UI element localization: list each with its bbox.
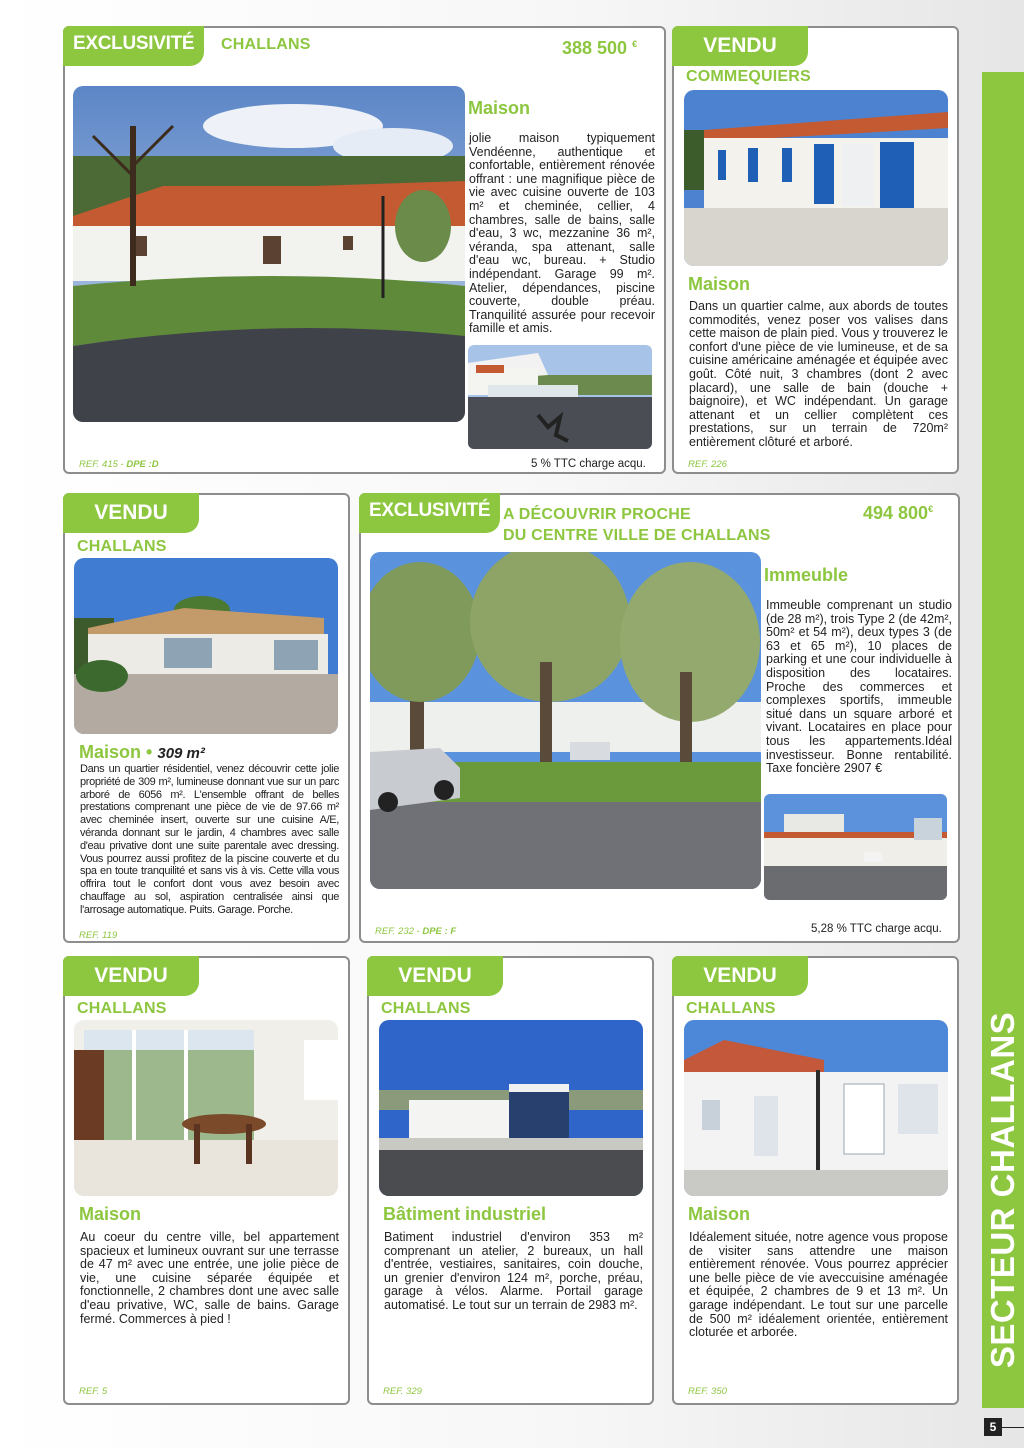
agency-fee: 5 % TTC charge acqu. [531, 458, 646, 470]
listing-reference: REF. 350 [688, 1386, 727, 1397]
price-value: 388 500 [562, 38, 628, 58]
listing-reference: REF. 5 [79, 1386, 108, 1397]
listing-photo-main [684, 1020, 948, 1196]
exclusivite-badge: EXCLUSIVITÉ [359, 493, 500, 533]
listing-city: COMMEQUIERS [686, 68, 811, 85]
listing-reference [79, 459, 159, 470]
property-type [79, 742, 205, 763]
listing-photo-secondary [468, 345, 652, 449]
vendu-badge: VENDU [63, 956, 199, 996]
listing-photo-main [74, 558, 338, 734]
listing-city: CHALLANS [381, 1000, 471, 1017]
listing-city: CHALLANS [686, 1000, 776, 1017]
listing-reference [375, 926, 456, 937]
listing-photo-main [370, 552, 761, 889]
listing-price [863, 503, 933, 524]
listing-card-challans-ref-329 [367, 956, 654, 1405]
vendu-badge: VENDU [672, 26, 808, 66]
listing-city [503, 504, 771, 546]
listing-card-immeuble-ref-232 [359, 493, 960, 943]
property-type-label: Maison [79, 742, 142, 762]
currency-symbol: € [928, 504, 934, 514]
agency-fee: 5,28 % TTC charge acqu. [811, 923, 942, 935]
listing-photo-main [74, 1020, 338, 1196]
listing-card-challans-ref-350 [672, 956, 959, 1405]
listing-card-challans-ref-5 [63, 956, 350, 1405]
listing-description: Immeuble comprenant un studio (de 28 m²), trois Type 2 (de 42m², 50m² et 54 m²), deux types 3 (de 63 et 65 m²), 10 places de parking et une cour individuelle à disposition des locataires. Proche des commerces et complexes sportifs, immeuble situé dans un square arboré et vivant. Locataires en place pour tous les appartements.Idéal investisseur. Bonne rentabilité. Taxe foncière 2907 € [766, 598, 952, 776]
sector-title: SECTEUR CHALLANS [984, 1011, 1021, 1369]
property-type: Maison [468, 98, 531, 118]
listing-city-line-1: A DÉCOUVRIR PROCHE [503, 506, 691, 523]
listing-reference: REF. 119 [79, 930, 118, 941]
listing-reference: REF. 329 [383, 1386, 422, 1397]
exclusivite-badge: EXCLUSIVITÉ [63, 26, 204, 66]
listing-description: Idéalement située, notre agence vous propose de visiter sans attendre une maison entièrement rénovée. Vous pourrez apprécier une belle pièce de vie aveccuisine aménagée et équipée, 2 chambres de 9 et 13 m². Un garage indépendant. Le tout sur une parcelle de 500 m² idéalement orientée, entièrement cloturée et arborée. [689, 1230, 948, 1340]
listing-price [562, 38, 637, 59]
listing-description: Dans un quartier résidentiel, venez découvrir cette jolie propriété de 309 m², lumineuse donnant vue sur un parc arboré de 6056 m². L'ensemble offrant de belles prestations comprenant une pièce de vie de 97.66 m² avec cheminée insert, ouverte sur une cuisine A/E, véranda donnant sur le jardin, 4 chambres avec salle d'eau privative dont une suite parentale avec dressing. Vous pourrez aussi profitez de la piscine couverte et du spa en toute tranquilité et sans vis à vis. Cette villa vous offrira tout le confort dont vous avez besoin avec chauffage au sol, aspiration centralisée ainsi que l'arrosage automatique. Puits. Garage. Porche. [80, 763, 339, 916]
dpe-rating: DPE :D [126, 459, 159, 470]
listing-description: jolie maison typiquement Vendéenne, authentique et confortable, entièrement rénovée offrant : une magnifique pièce de vie avec cuisine ouverte de 103 m² et cheminée, cellier, 4 chambres, salle de bains, salle d'eau, 3 wc, mezzanine 36 m², véranda, spa attenant, salle d'eau wc, bureau. + Studio indépendant. Garage 99 m². Atelier, dépendances, piscine couverte, double préau. Tranquilité assurée pour recevoir famille et amis. [469, 131, 655, 336]
listing-card-challans-ref-415 [63, 26, 666, 474]
dpe-rating: DPE : F [422, 926, 457, 937]
property-type: Immeuble [764, 565, 849, 585]
bullet-separator: • [146, 742, 153, 762]
reference-number: REF. 232 - [375, 926, 423, 937]
listing-photo-main [73, 86, 465, 422]
vendu-badge: VENDU [367, 956, 503, 996]
property-type: Maison [79, 1204, 142, 1224]
property-type: Bâtiment industriel [383, 1204, 547, 1224]
vendu-badge: VENDU [63, 493, 199, 533]
vendu-badge: VENDU [672, 956, 808, 996]
listing-card-commequiers-ref-226 [672, 26, 959, 474]
listing-description: Au coeur du centre ville, bel appartement spacieux et lumineux ouvrant sur une terrasse de 47 m² avec une entrée, une jolie pièce de vie, une cuisine séparée équipée et fonctionnelle, 2 chambres dont une avec salle d'eau privative, WC, salle de bains. Garage fermé. Commerces à pied ! [80, 1230, 339, 1326]
reference-number: REF. 415 - [79, 459, 127, 470]
listing-photo-main [379, 1020, 643, 1196]
listing-city-line-2: DU CENTRE VILLE DE CHALLANS [503, 527, 771, 544]
price-value: 494 800 [863, 503, 929, 523]
property-type: Maison [688, 1204, 751, 1224]
listing-photo-main [684, 90, 948, 266]
page-number: 5 [984, 1418, 1002, 1436]
property-area: 309 m² [157, 745, 205, 762]
listing-description: Dans un quartier calme, aux abords de toutes commodités, venez poser vos valises dans cette maison de plain pied. Vous y trouverez le confort d'une pièce de vie lumineuse, et de sa cuisine américaine aménagée et équipée avec goût. Côté nuit, 3 chambres (dont 2 avec placard), une salle de bain (douche + baignoire), et WC indépendant. Un garage attenant et un cellier complètent ces prestations, sur un terrain de 720m² entièrement clôturé et arboré. [689, 299, 948, 449]
listing-card-challans-ref-119 [63, 493, 350, 943]
listing-city: CHALLANS [77, 1000, 167, 1017]
listing-description: Batiment industriel d'environ 353 m² comprenant un atelier, 2 bureaux, un hall d'entrée, vestiaires, sanitaires, coin douche, un grenier d'environ 124 m², porche, préau, garage à vélos. Alarme. Portail garage automatisé. Le tout sur un terrain de 2983 m². [384, 1230, 643, 1312]
listing-city: CHALLANS [221, 36, 311, 53]
property-type: Maison [688, 274, 751, 294]
listing-reference: REF. 226 [688, 459, 727, 470]
currency-symbol: € [632, 39, 638, 49]
listing-city: CHALLANS [77, 538, 167, 555]
listing-photo-secondary [764, 794, 947, 900]
page-number-rule [1002, 1427, 1024, 1428]
